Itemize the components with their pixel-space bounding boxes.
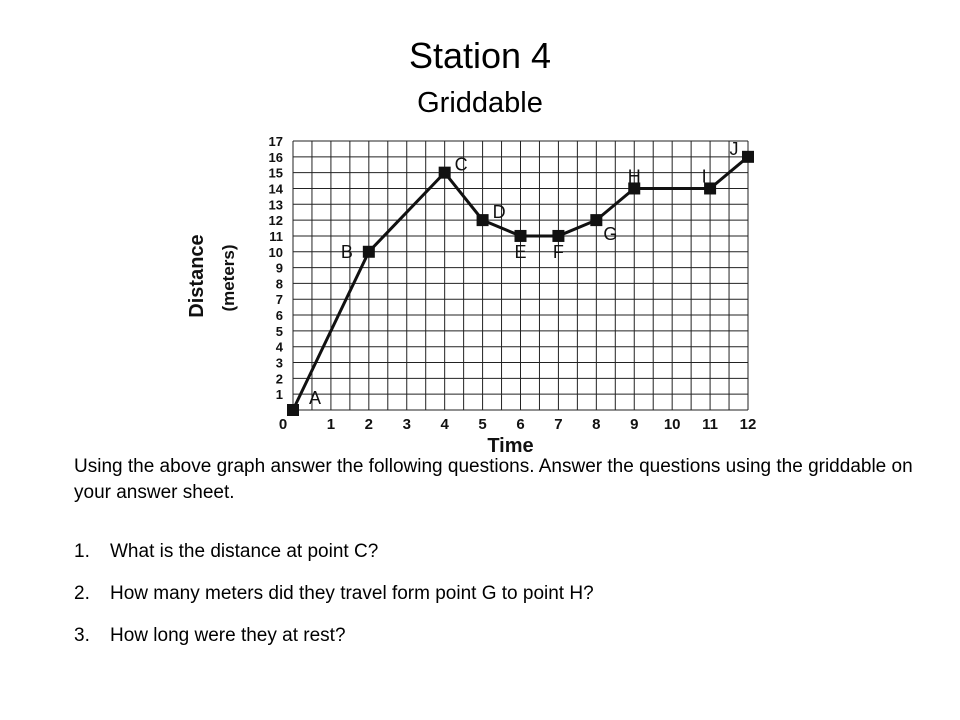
- x-tick-label: 8: [592, 416, 601, 433]
- y-tick-label: 1: [275, 387, 283, 403]
- x-tick-label: 4: [440, 416, 449, 433]
- x-tick-label: 12: [739, 416, 757, 433]
- data-point-label: G: [603, 224, 618, 245]
- data-point-label: E: [514, 241, 527, 262]
- y-tick-label: 5: [275, 323, 283, 339]
- x-tick-label: 9: [630, 416, 639, 433]
- data-point-marker: [287, 404, 299, 416]
- data-point-label: H: [627, 166, 641, 187]
- x-tick-label: 5: [478, 416, 487, 433]
- data-point-label: C: [454, 154, 468, 175]
- data-point-marker: [590, 214, 602, 226]
- data-point-marker: [439, 167, 451, 179]
- data-point-label: I: [701, 166, 707, 187]
- y-tick-label: 3: [275, 355, 283, 371]
- x-tick-label: 3: [402, 416, 411, 433]
- x-tick-label: 10: [663, 416, 681, 433]
- question-number: 2.: [74, 583, 90, 604]
- y-tick-label: 16: [268, 149, 283, 165]
- y-tick-label: 13: [268, 197, 283, 213]
- question-text: What is the distance at point C?: [110, 541, 379, 562]
- question-item: [74, 582, 944, 606]
- y-tick-label: 15: [268, 165, 283, 181]
- x-tick-label: 6: [516, 416, 525, 433]
- question-list: [74, 540, 944, 666]
- question-item: [74, 540, 944, 564]
- question-item: [74, 624, 944, 648]
- y-tick-label: 10: [268, 244, 283, 260]
- data-point-label: F: [552, 241, 564, 262]
- question-number: 3.: [74, 625, 90, 646]
- y-tick-label: 17: [268, 134, 283, 149]
- y-tick-label: 4: [275, 339, 283, 355]
- question-text: How long were they at rest?: [110, 625, 346, 646]
- data-point-marker: [363, 246, 375, 258]
- y-tick-label: 8: [275, 276, 283, 292]
- y-axis-unit: (meters): [219, 244, 238, 312]
- data-point-label: J: [729, 138, 739, 159]
- y-axis-title: Distance: [186, 234, 208, 318]
- data-point-marker: [515, 230, 527, 242]
- data-point-label: B: [340, 241, 353, 262]
- data-point-label: A: [309, 388, 322, 408]
- y-tick-label: 6: [275, 308, 283, 324]
- y-tick-label: 9: [275, 260, 283, 276]
- slide-subtitle: Griddable: [417, 87, 543, 119]
- data-point-marker: [742, 151, 754, 163]
- question-number: 1.: [74, 541, 90, 562]
- question-text: How many meters did they travel form point G to point H?: [110, 583, 594, 604]
- data-point-label: D: [492, 202, 506, 223]
- y-tick-label: 2: [275, 371, 283, 387]
- instructions-text: Using the above graph answer the following questions. Answer the questions using the griddable on your answer sheet.: [74, 456, 913, 503]
- x-axis-title: Time: [487, 435, 534, 457]
- data-point-marker: [477, 214, 489, 226]
- data-point-marker: [552, 230, 564, 242]
- y-tick-label: 14: [268, 181, 283, 197]
- y-tick-label: 11: [269, 228, 283, 244]
- x-tick-label: 7: [554, 416, 563, 433]
- x-tick-label: 11: [702, 416, 719, 433]
- y-tick-label: 7: [275, 292, 283, 308]
- x-tick-label: 2: [364, 416, 374, 433]
- x-tick-label: 1: [326, 416, 336, 433]
- y-tick-label: 12: [268, 213, 283, 229]
- slide-title: Station 4: [408, 35, 552, 76]
- x-tick-label: 0: [278, 416, 288, 433]
